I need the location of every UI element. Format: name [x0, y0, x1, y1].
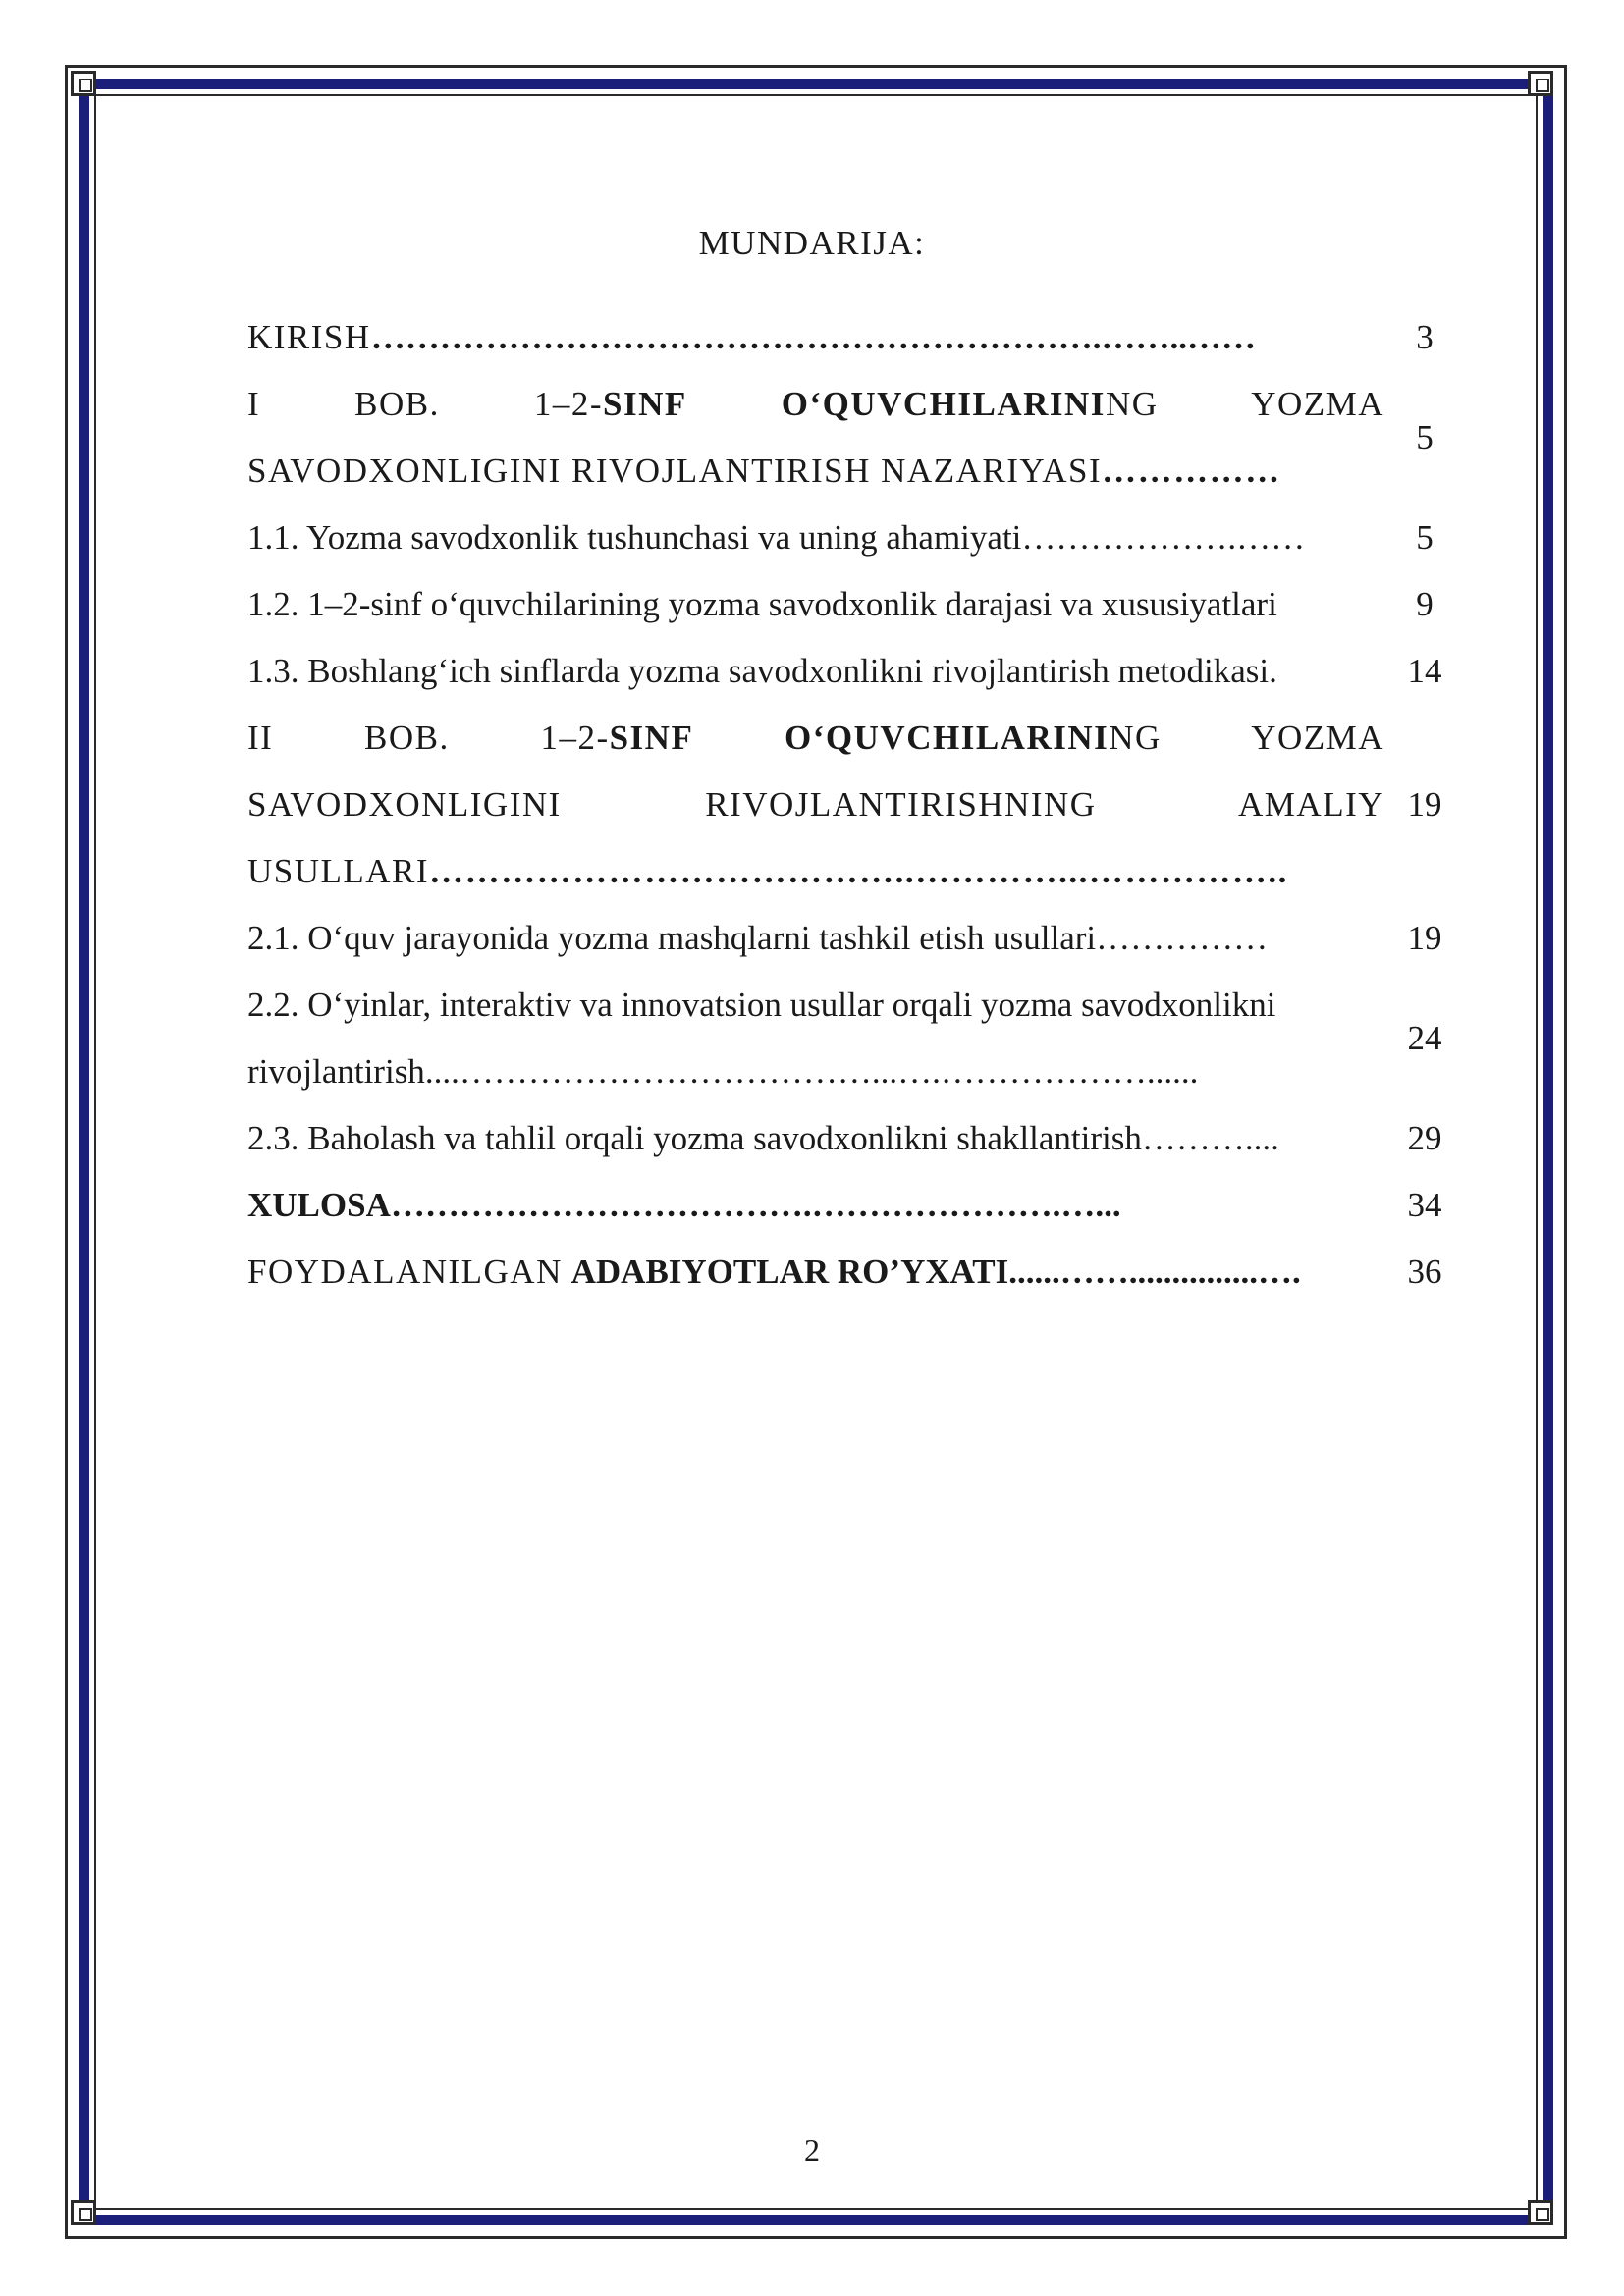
toc-page-number: 29	[1407, 1119, 1442, 1157]
toc-page-number: 36	[1407, 1253, 1442, 1291]
toc-entry-label: rivojlantirish	[247, 1052, 425, 1091]
toc-title: MUNDARIJA:	[698, 224, 926, 262]
page-number: 2	[804, 2132, 820, 2167]
toc-page-number: 3	[1416, 318, 1434, 356]
toc-entry-label: 1.3. Boshlang‘ich sinflarda yozma savodxonlikni rivojlantirish metodikasi.	[247, 652, 1277, 690]
toc-chapter-line: SAVODXONLIGINI RIVOJLANTIRISHNING AMALIY	[247, 785, 1384, 824]
toc-entry-1-3[interactable]	[247, 638, 1465, 705]
toc-leader-dots: ……………………………………………………….……..……	[370, 318, 1256, 356]
toc-entry-2-2[interactable]	[247, 972, 1465, 1105]
frame-corner-ornament	[1528, 2200, 1553, 2225]
toc-entry-label: 1.2. 1–2-sinf o‘quvchilarining yozma savodxonlik darajasi va xususiyatlari	[247, 585, 1277, 623]
toc-entry-xulosa[interactable]	[247, 1172, 1465, 1239]
toc-leader-dots: …………………………………..…………...……………..	[429, 852, 1288, 890]
toc-chapter-line: SAVODXONLIGINI RIVOJLANTIRISH NAZARIYASI……………	[247, 452, 1281, 490]
toc-leader-dots: ……………….……	[1021, 518, 1306, 557]
toc-page-number: 19	[1407, 919, 1442, 957]
toc-entry-label: XULOSA	[247, 1186, 391, 1224]
frame-corner-ornament	[1528, 71, 1553, 96]
frame-corner-ornament	[71, 71, 96, 96]
toc-entry-label: 2.2. O‘yinlar, interaktiv va innovatsion usullar orqali yozma savodxonlikni	[247, 986, 1276, 1024]
toc-entry-prefix: FOYDALANILGAN	[247, 1253, 563, 1291]
toc-leader-dots: ……………	[1102, 452, 1281, 490]
toc-entry-label: ADABIYOTLAR RO’YXATI	[570, 1253, 1009, 1291]
toc-page-number: 24	[1407, 1019, 1442, 1057]
toc-leader-dots: ……………………………….………………….…...	[390, 1186, 1121, 1224]
toc-entry-2-1[interactable]	[247, 905, 1465, 972]
frame-corner-ornament	[71, 2200, 96, 2225]
toc-page-number: 5	[1416, 418, 1434, 456]
toc-entry-label: 2.3. Baholash va tahlil orqali yozma savodxonlikni shakllantirish	[247, 1119, 1142, 1157]
toc-leader-dots: ………....	[1141, 1119, 1279, 1157]
toc-entry-1-2[interactable]	[247, 571, 1465, 638]
toc-entry-1-1[interactable]	[247, 505, 1465, 571]
toc-chapter-line: USULLARI…………………………………..…………...……………..	[247, 852, 1288, 890]
toc-entry-label: 1.1. Yozma savodxonlik tushunchasi va uning ahamiyati	[247, 518, 1022, 557]
toc-chapter-line: I BOB. 1–2-SINF O‘QUVCHILARINING YOZMA	[247, 385, 1385, 423]
toc-chapter-line: II BOB. 1–2-SINF O‘QUVCHILARINING YOZMA	[247, 719, 1385, 757]
toc-entry-kirish[interactable]	[247, 304, 1465, 371]
toc-entry-2-3[interactable]	[247, 1105, 1465, 1172]
toc-page-number: 5	[1416, 518, 1434, 557]
toc-entry-bob1[interactable]	[247, 371, 1465, 505]
toc-page-number: 19	[1407, 785, 1442, 824]
toc-entry-label: 2.1. O‘quv jarayonida yozma mashqlarni tashkil etish usullari	[247, 919, 1097, 957]
toc-page-number: 14	[1407, 652, 1442, 690]
toc-page-number: 9	[1416, 585, 1434, 623]
table-of-contents	[247, 304, 1465, 1306]
toc-leader-dots: ……………	[1096, 919, 1269, 957]
toc-page-number: 34	[1407, 1186, 1442, 1224]
toc-entry-label: KIRISH	[247, 318, 371, 356]
toc-entry-bob2[interactable]	[247, 705, 1465, 905]
toc-entry-adabiyotlar[interactable]	[247, 1239, 1465, 1306]
toc-leader-dots: ......……...............….	[1008, 1253, 1301, 1291]
toc-leader-dots: ....………………………………...….………………......	[424, 1052, 1199, 1091]
